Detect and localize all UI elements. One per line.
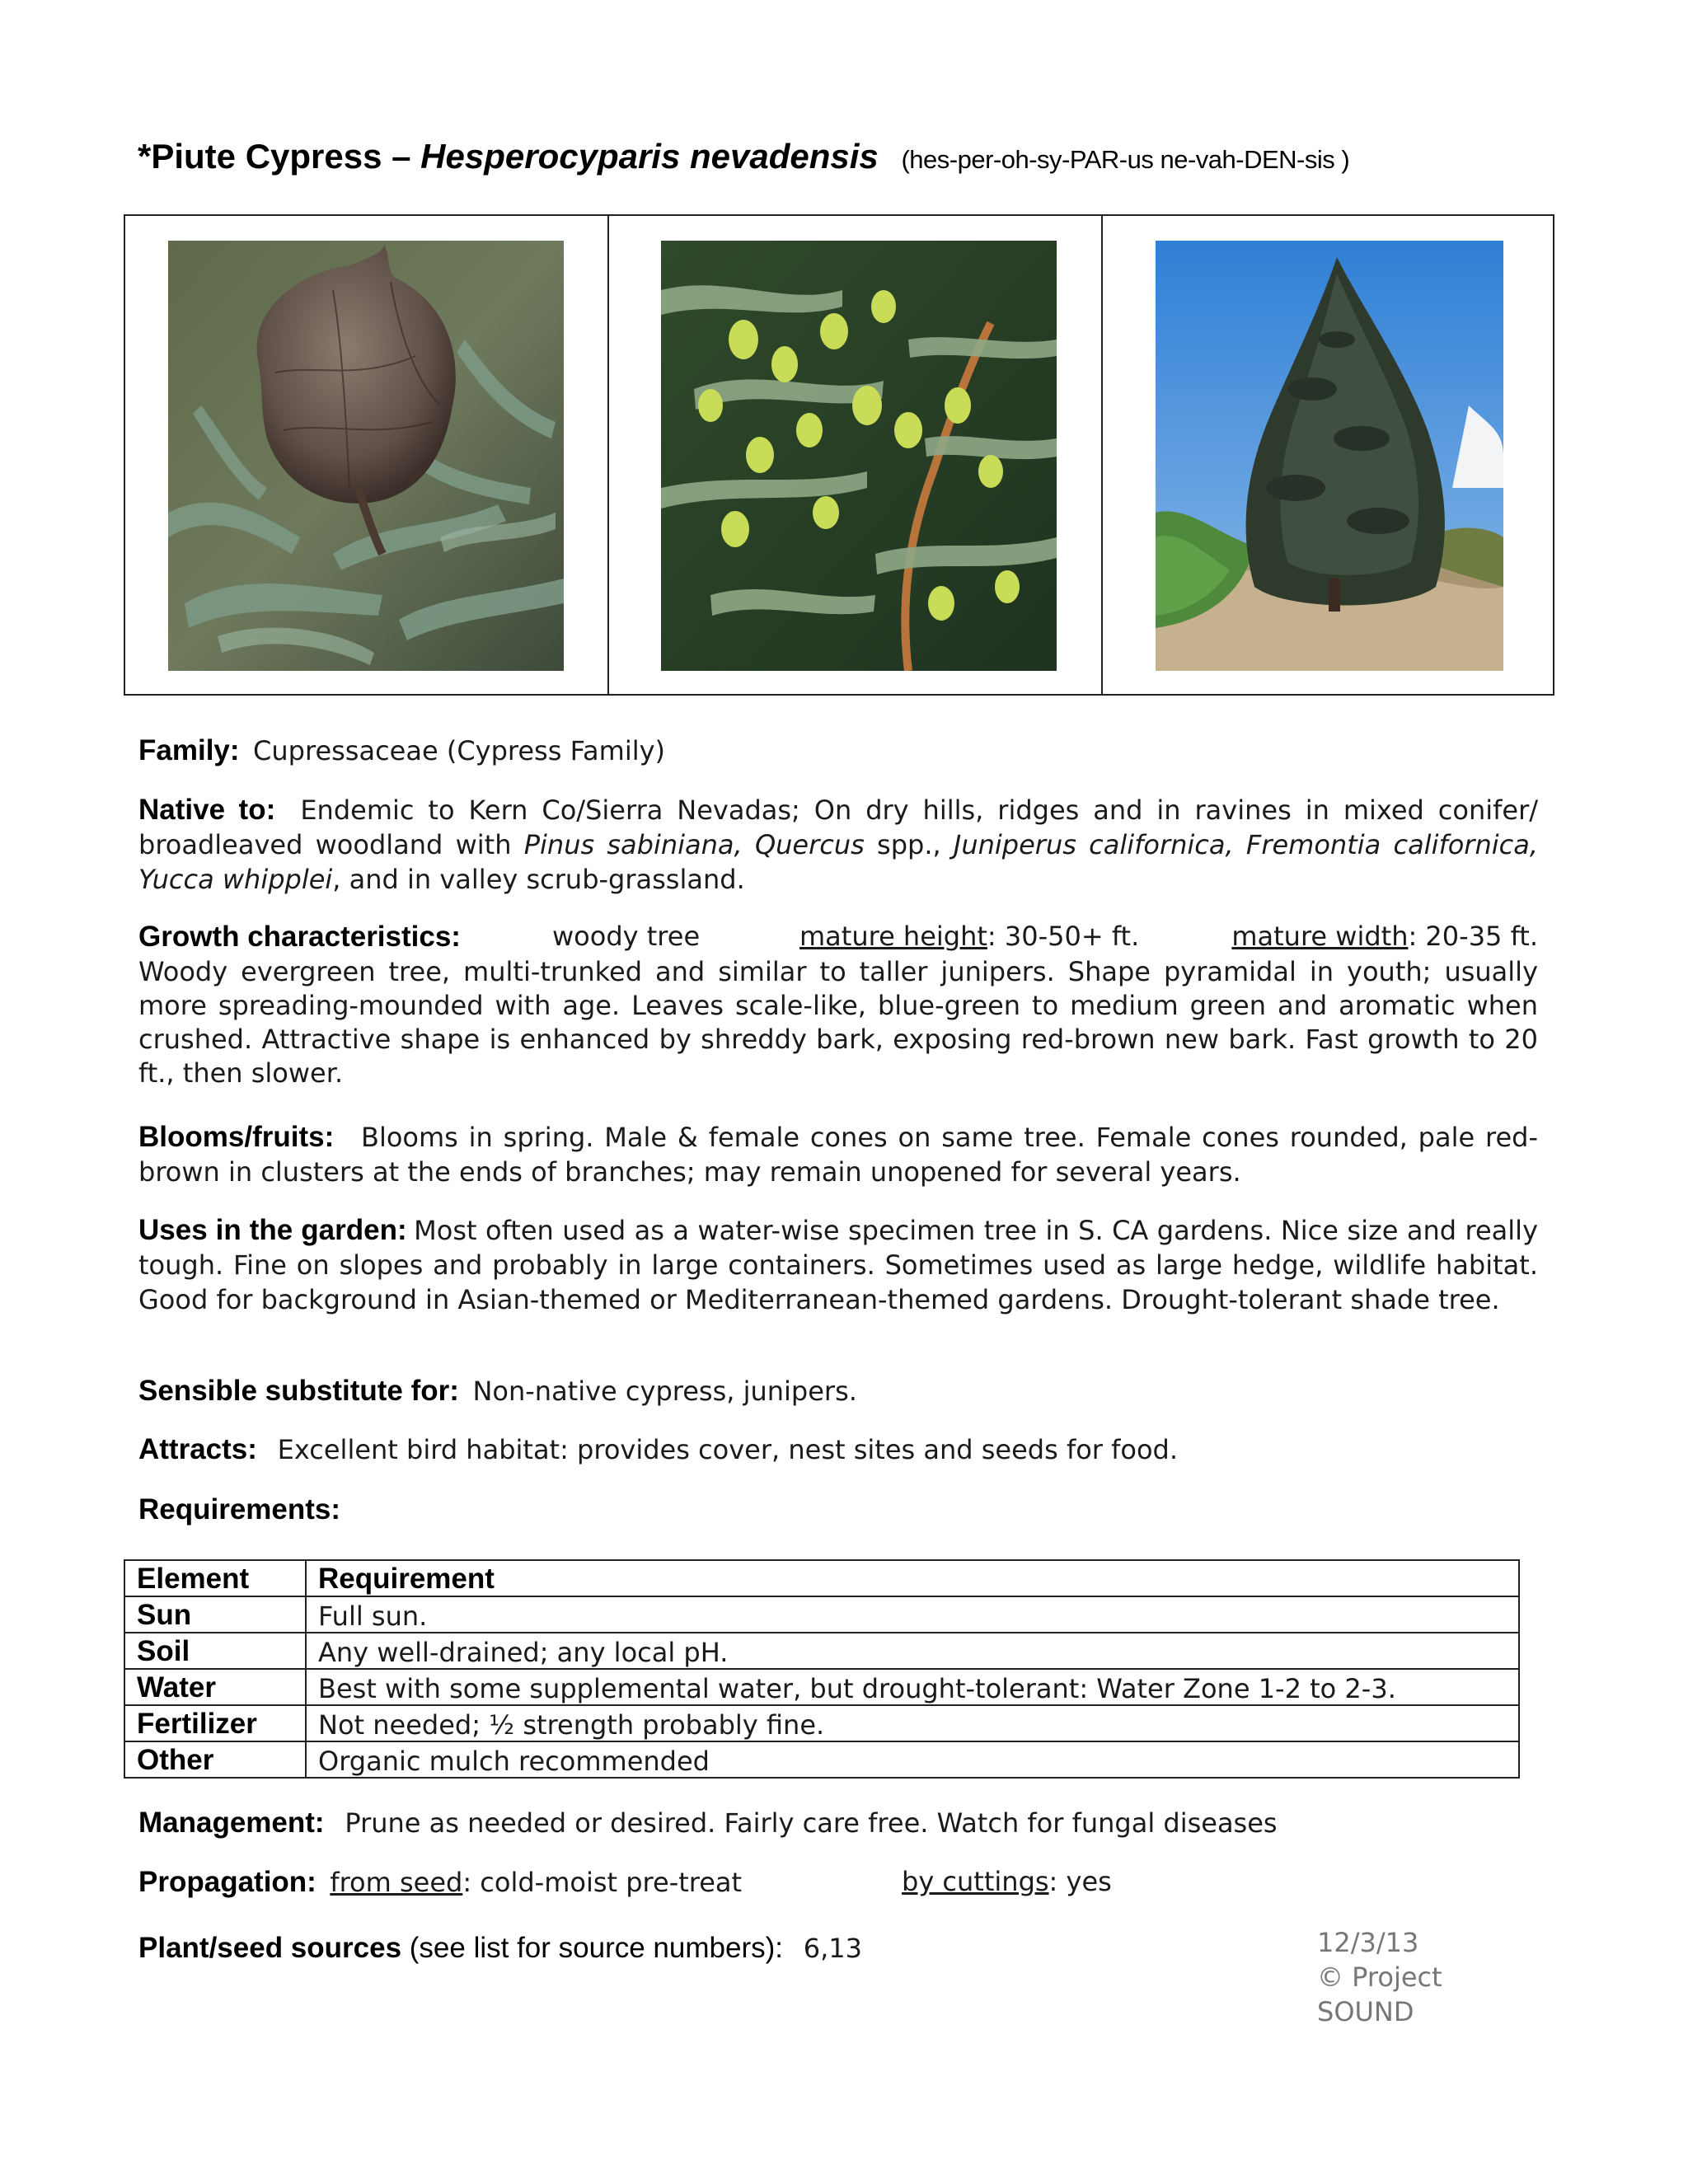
photo-strip bbox=[124, 214, 1554, 696]
seed-value: : cold-moist pre-treat bbox=[462, 1867, 743, 1898]
management-label: Management: bbox=[138, 1807, 325, 1839]
row-requirement: Organic mulch recommended bbox=[306, 1741, 1519, 1778]
blooms-label: Blooms/fruits: bbox=[138, 1121, 335, 1153]
uses-text: Most often used as a water-wise specimen tree in S. CA gardens. Nice size and really tough. Fine on slopes and probably in large containers. Sometimes used as large hedge, wildlife habitat. Good for background in Asian-themed or Mediterranean-themed gardens. Drought-tolerant shade tree. bbox=[138, 1215, 1539, 1315]
attracts-label: Attracts: bbox=[138, 1433, 257, 1465]
cone-photo bbox=[168, 241, 564, 671]
substitute-text: Non-native cypress, junipers. bbox=[472, 1376, 857, 1407]
footer-date: 12/3/13 bbox=[1317, 1927, 1419, 1958]
mature-width-value: : 20-35 ft. bbox=[1408, 921, 1538, 952]
cutting-label: by cuttings bbox=[902, 1866, 1049, 1897]
page-title bbox=[138, 137, 1349, 176]
table-header-row bbox=[124, 1560, 1519, 1596]
propagation-section bbox=[138, 1865, 1540, 1900]
footer bbox=[1317, 1925, 1540, 2029]
propagation-label: Propagation: bbox=[138, 1866, 316, 1898]
table-header-requirement: Requirement bbox=[306, 1560, 1519, 1596]
mature-height-value: : 30-50+ ft. bbox=[987, 921, 1140, 952]
uses-label: Uses in the garden: bbox=[138, 1214, 407, 1246]
native-text-3: , and in valley scrub-grassland. bbox=[332, 864, 745, 895]
mature-height-label: mature height bbox=[799, 921, 987, 952]
row-element: Fertilizer bbox=[124, 1705, 306, 1741]
row-requirement: Full sun. bbox=[306, 1596, 1519, 1633]
common-name: *Piute Cypress bbox=[138, 137, 382, 176]
row-element: Sun bbox=[124, 1596, 306, 1633]
row-requirement: Any well-drained; any local pH. bbox=[306, 1633, 1519, 1669]
mature-width-label: mature width bbox=[1231, 921, 1409, 952]
growth-section bbox=[138, 920, 1538, 1090]
blooms-section bbox=[138, 1120, 1538, 1190]
family-section bbox=[138, 733, 1540, 769]
attracts-text: Excellent bird habitat: provides cover, nest sites and seeds for food. bbox=[277, 1434, 1179, 1465]
management-text: Prune as needed or desired. Fairly care free. Watch for fungal diseases bbox=[345, 1807, 1278, 1839]
foliage-photo bbox=[661, 241, 1057, 671]
native-section bbox=[138, 793, 1538, 898]
requirements-table bbox=[124, 1559, 1520, 1779]
cutting-value: : yes bbox=[1048, 1866, 1112, 1897]
requirements-section bbox=[138, 1493, 1540, 1528]
substitute-label: Sensible substitute for: bbox=[138, 1375, 459, 1407]
attracts-section bbox=[138, 1432, 1540, 1468]
growth-type: woody tree bbox=[552, 921, 701, 952]
pronunciation: (hes-per-oh-sy-PAR-us ne-vah-DEN-sis ) bbox=[901, 145, 1350, 174]
native-label: Native to: bbox=[138, 794, 276, 826]
table-row bbox=[124, 1705, 1519, 1741]
blooms-text: Blooms in spring. Male & female cones on same tree. Female cones rounded, pale red-brown in clusters at the ends of branches; may remain unopened for several years. bbox=[138, 1122, 1539, 1188]
propagation-seed bbox=[330, 1867, 742, 1898]
photo-divider bbox=[1101, 216, 1103, 694]
native-text-2: spp., bbox=[864, 829, 954, 860]
title-dash: – bbox=[392, 137, 411, 176]
family-label: Family: bbox=[138, 734, 240, 766]
row-requirement: Best with some supplemental water, but drought-tolerant: Water Zone 1-2 to 2-3. bbox=[306, 1669, 1519, 1705]
sources-note: (see list for source numbers): bbox=[401, 1932, 783, 1964]
row-element: Water bbox=[124, 1669, 306, 1705]
native-species-1: Pinus sabiniana, Quercus bbox=[523, 829, 865, 860]
family-text: Cupressaceae (Cypress Family) bbox=[253, 735, 666, 766]
table-row bbox=[124, 1741, 1519, 1778]
table-row bbox=[124, 1633, 1519, 1669]
management-section bbox=[138, 1806, 1540, 1841]
mature-width bbox=[1231, 920, 1538, 954]
native-species-2: Juniperus californica, Fremontia californica, Yucca whipplei bbox=[138, 829, 1538, 895]
row-element: Other bbox=[124, 1741, 306, 1778]
row-element: Soil bbox=[124, 1633, 306, 1669]
footer-copyright: © Project SOUND bbox=[1317, 1961, 1442, 2027]
requirements-label: Requirements: bbox=[138, 1493, 341, 1526]
substitute-section bbox=[138, 1374, 1540, 1409]
sources-value: 6,13 bbox=[803, 1933, 862, 1964]
tree-photo bbox=[1156, 241, 1503, 671]
row-requirement: Not needed; ½ strength probably fine. bbox=[306, 1705, 1519, 1741]
native-text-1: Endemic to Kern Co/Sierra Nevadas; On dry hills, ridges and in ravines in mixed conifer/ broadleaved woodland with bbox=[138, 794, 1539, 860]
growth-text: Woody evergreen tree, multi-trunked and similar to taller junipers. Shape pyramidal in youth; usually more spreading-mounded with age. Leaves scale-like, blue-green to medium green and aromatic when crushed. Attractive shape is enhanced by shreddy bark, exposing red-brown new bark. Fast growth to 20 ft., then slower. bbox=[138, 956, 1538, 1089]
table-row bbox=[124, 1669, 1519, 1705]
propagation-cuttings bbox=[902, 1865, 1112, 1899]
mature-height bbox=[799, 920, 1139, 954]
sources-label: Plant/seed sources bbox=[138, 1932, 402, 1964]
scientific-name: Hesperocyparis nevadensis bbox=[420, 137, 879, 176]
uses-section bbox=[138, 1213, 1538, 1318]
photo-divider bbox=[607, 216, 609, 694]
table-row bbox=[124, 1596, 1519, 1633]
table-header-element: Element bbox=[124, 1560, 306, 1596]
seed-label: from seed bbox=[330, 1867, 463, 1898]
growth-label: Growth characteristics: bbox=[138, 921, 461, 953]
growth-header bbox=[138, 920, 1538, 955]
